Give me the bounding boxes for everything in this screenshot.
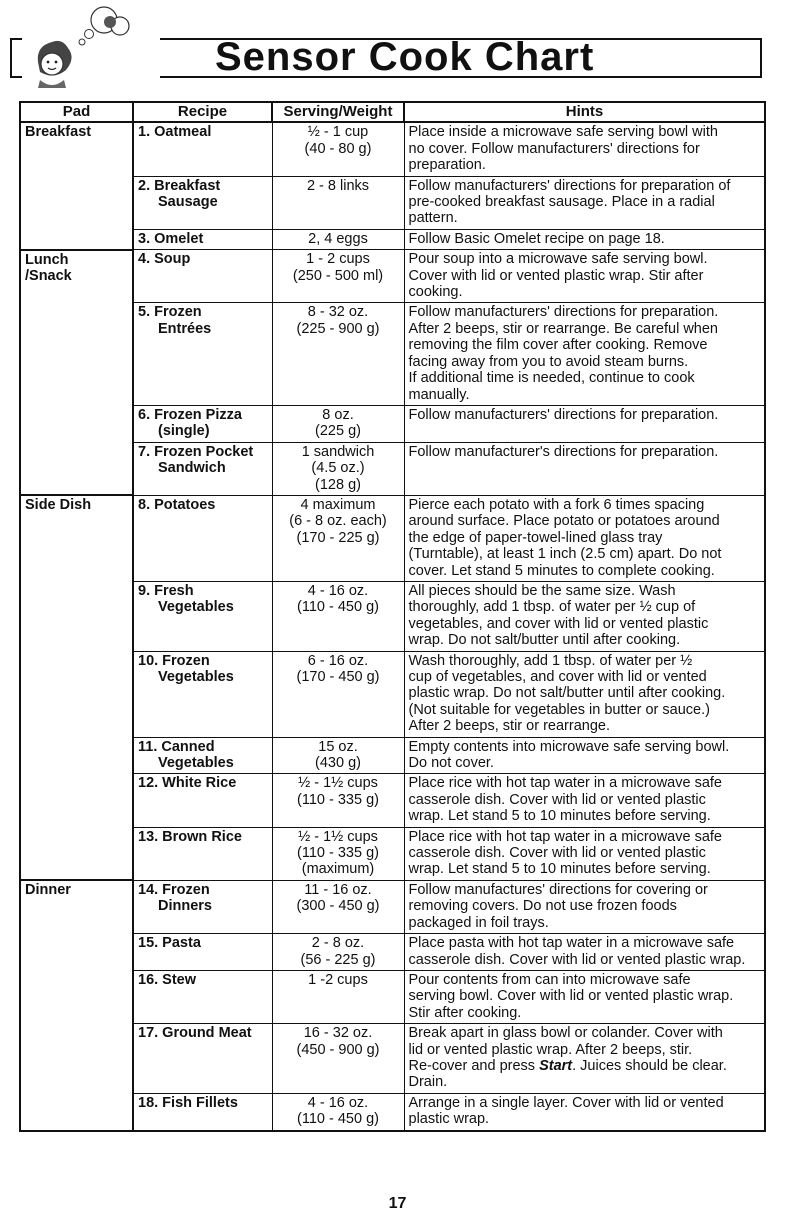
hint-line: packaged in foil trays. — [408, 914, 549, 931]
pad-label: Lunch — [25, 251, 69, 268]
table-row — [20, 495, 765, 581]
hint-line: wrap. Let stand 5 to 10 minutes before serving. — [408, 808, 711, 825]
pad-cell — [20, 827, 133, 880]
hint-line: plastic wrap. — [408, 1111, 490, 1128]
serving-cell — [272, 581, 404, 651]
serving-value: (170 - 450 g) — [296, 669, 380, 685]
recipe-name: (single) — [158, 423, 210, 440]
serving-value: (110 - 335 g) — [297, 791, 379, 808]
hint-line: All pieces should be the same size. Wash — [408, 582, 676, 599]
hint-line: casserole dish. Cover with lid or vented plastic — [408, 791, 706, 808]
recipe-name: 13. Brown Rice — [138, 828, 242, 845]
hints-cell — [404, 122, 765, 176]
hints-cell — [404, 1024, 765, 1094]
hint-line: Drain. — [408, 1074, 448, 1091]
pad-label: Dinner — [25, 882, 71, 899]
serving-value: ½ - 1 cup — [307, 124, 369, 141]
hints-cell — [404, 1093, 765, 1130]
hint-line: Pour soup into a microwave safe serving bowl. — [408, 251, 708, 268]
sensor-cook-table — [19, 101, 766, 1132]
recipe-name: 14. Frozen — [138, 881, 210, 898]
recipe-cell — [133, 581, 272, 651]
table-row — [20, 651, 765, 737]
recipe-name: Sausage — [158, 194, 218, 211]
serving-cell — [272, 880, 404, 933]
hint-line: thoroughly, add 1 tbsp. of water per ½ cup of — [408, 599, 696, 616]
pad-cell — [20, 303, 133, 405]
pad-cell — [20, 122, 133, 176]
recipe-name: Vegetables — [158, 669, 234, 685]
recipe-name: 9. Fresh — [138, 582, 194, 599]
page-title: Sensor Cook Chart — [215, 35, 595, 79]
serving-value: (40 - 80 g) — [304, 140, 372, 157]
serving-value: 8 oz. — [322, 406, 354, 423]
hint-line: If additional time is needed, continue to cook — [408, 370, 695, 387]
recipe-name: Sandwich — [158, 460, 226, 477]
serving-value: ½ - 1½ cups — [298, 828, 378, 845]
serving-value: (300 - 450 g) — [296, 898, 380, 915]
recipe-cell — [133, 495, 272, 581]
serving-cell — [272, 122, 404, 176]
serving-value: (450 - 900 g) — [296, 1041, 380, 1058]
hints-cell — [404, 880, 765, 933]
serving-cell — [272, 737, 404, 774]
pad-cell — [20, 495, 133, 581]
pad-cell — [20, 229, 133, 249]
table-row — [20, 405, 765, 442]
recipe-cell — [133, 970, 272, 1023]
serving-cell — [272, 442, 404, 495]
pad-cell — [20, 442, 133, 495]
pad-cell — [20, 774, 133, 827]
serving-value: 2 - 8 links — [306, 177, 370, 194]
hint-line: Place rice with hot tap water in a microwave safe — [408, 828, 722, 845]
hint-line: wrap. Let stand 5 to 10 minutes before serving. — [408, 861, 711, 878]
hint-line: casserole dish. Cover with lid or vented plastic wrap. — [408, 951, 746, 968]
hint-line: Stir after cooking. — [408, 1004, 522, 1021]
recipe-name: 16. Stew — [138, 971, 197, 988]
hint-line: pattern. — [408, 210, 458, 227]
recipe-name: 15. Pasta — [138, 935, 201, 952]
recipe-cell — [133, 122, 272, 176]
hint-line: Empty contents into microwave safe serving bowl. — [408, 738, 730, 755]
serving-value: (56 - 225 g) — [300, 951, 376, 968]
hints-cell — [404, 651, 765, 737]
recipe-name: Entrées — [158, 320, 212, 337]
serving-cell — [272, 970, 404, 1023]
recipe-cell — [133, 774, 272, 827]
table-row — [20, 442, 765, 495]
serving-cell — [272, 176, 404, 229]
recipe-cell — [133, 176, 272, 229]
table-row — [20, 1024, 765, 1094]
recipe-name: 10. Frozen — [138, 652, 210, 669]
hint-line: lid or vented plastic wrap. After 2 beeps, stir. — [408, 1041, 693, 1058]
hint-line: casserole dish. Cover with lid or vented plastic — [408, 845, 706, 862]
col-header-serving: Serving/Weight — [272, 102, 404, 122]
hints-cell — [404, 934, 765, 971]
pad-label-line2: /Snack — [25, 268, 72, 285]
hints-cell — [404, 774, 765, 827]
hint-line: facing away from you to avoid steam burns. — [408, 353, 689, 370]
hint-line: Follow manufactures' directions for covering or — [408, 881, 708, 898]
recipe-cell — [133, 442, 272, 495]
pad-label: Breakfast — [25, 124, 92, 141]
hint-line: Place rice with hot tap water in a microwave safe — [408, 775, 722, 792]
hints-cell — [404, 970, 765, 1023]
table-row — [20, 176, 765, 229]
pad-cell — [20, 176, 133, 229]
serving-value: (128 g) — [315, 476, 361, 493]
recipe-cell — [133, 250, 272, 303]
hint-line: manually. — [408, 386, 470, 403]
hint-line: Pour contents from can into microwave safe — [408, 971, 691, 988]
page-number: 17 — [388, 1195, 407, 1212]
hint-line: removing the film cover after cooking. Remove — [408, 337, 708, 354]
serving-cell — [272, 303, 404, 405]
serving-value: (110 - 450 g) — [297, 599, 379, 616]
hint-line: no cover. Follow manufacturers' directions for — [408, 140, 700, 157]
serving-cell — [272, 774, 404, 827]
hint-line: wrap. Do not salt/butter until after cooking. — [408, 632, 681, 649]
recipe-name: Vegetables — [158, 755, 234, 772]
start-keyword: Start — [539, 1057, 573, 1074]
hint-line: Wash thoroughly, add 1 tbsp. of water per ½ — [408, 652, 693, 669]
serving-value: 8 - 32 oz. — [307, 304, 369, 321]
col-header-pad: Pad — [20, 102, 133, 122]
serving-cell — [272, 229, 404, 249]
col-header-hints: Hints — [404, 102, 765, 122]
serving-value: 4 maximum — [300, 496, 376, 513]
col-header-recipe: Recipe — [133, 102, 272, 122]
serving-value: 4 - 16 oz. — [307, 1094, 369, 1111]
table-row — [20, 934, 765, 971]
serving-value: 4 - 16 oz. — [307, 582, 369, 599]
pad-label: Side Dish — [25, 497, 92, 514]
table-row — [20, 970, 765, 1023]
pad-cell — [20, 970, 133, 1023]
hint-line: serving bowl. Cover with lid or vented plastic wrap. — [408, 988, 734, 1005]
table-row — [20, 303, 765, 405]
table-row — [20, 774, 765, 827]
pad-cell — [20, 651, 133, 737]
recipe-name: 5. Frozen — [138, 304, 202, 321]
hint-line: Follow manufacturers' directions for preparation. — [408, 406, 719, 423]
recipe-cell — [133, 827, 272, 880]
serving-cell — [272, 1093, 404, 1130]
table-row — [20, 1093, 765, 1130]
recipe-name: 11. Canned — [138, 738, 215, 755]
recipe-name: 18. Fish Fillets — [138, 1094, 238, 1111]
hint-line: pre-cooked breakfast sausage. Place in a radial — [408, 194, 715, 211]
recipe-name: 8. Potatoes — [138, 496, 216, 513]
recipe-name: 4. Soup — [138, 251, 191, 268]
serving-value: 2 - 8 oz. — [311, 935, 365, 952]
hint-line: Cover with lid or vented plastic wrap. Stir after — [408, 267, 704, 284]
hint-line: (Not suitable for vegetables in butter or sauce.) — [408, 701, 710, 718]
hint-line: After 2 beeps, stir or rearrange. — [408, 718, 610, 735]
table-row — [20, 581, 765, 651]
pad-cell — [20, 581, 133, 651]
serving-cell — [272, 827, 404, 880]
hint-line: Follow manufacturers' directions for preparation. — [408, 304, 719, 321]
recipe-cell — [133, 1024, 272, 1094]
table-row — [20, 250, 765, 303]
recipe-cell — [133, 1093, 272, 1130]
serving-value: 11 - 16 oz. — [304, 881, 372, 898]
hint-line: around surface. Place potato or potatoes around — [408, 513, 720, 530]
serving-cell — [272, 495, 404, 581]
pad-cell — [20, 405, 133, 442]
hint-line: removing covers. Do not use frozen foods — [408, 898, 677, 915]
hints-cell — [404, 581, 765, 651]
hints-cell — [404, 229, 765, 249]
recipe-name: 7. Frozen Pocket — [138, 443, 254, 460]
pad-cell — [20, 1093, 133, 1130]
serving-cell — [272, 1024, 404, 1094]
hints-cell — [404, 737, 765, 774]
serving-cell — [272, 934, 404, 971]
hint-line: (Turntable), at least 1 inch (2.5 cm) apart. Do not — [408, 546, 722, 563]
hint-line: Pierce each potato with a fork 6 times spacing — [408, 496, 705, 513]
serving-value: ½ - 1½ cups — [298, 775, 378, 792]
serving-value: (110 - 450 g) — [297, 1111, 379, 1128]
chef-icon — [16, 4, 146, 88]
recipe-cell — [133, 229, 272, 249]
hint-line: Do not cover. — [408, 755, 494, 772]
serving-cell — [272, 405, 404, 442]
serving-value: 2, 4 eggs — [308, 230, 368, 247]
serving-value: 16 - 32 oz. — [303, 1025, 373, 1042]
hint-line: Place inside a microwave safe serving bowl with — [408, 124, 718, 141]
pad-cell — [20, 1024, 133, 1094]
hint-line: Follow Basic Omelet recipe on page 18. — [408, 230, 665, 247]
table-row — [20, 229, 765, 249]
recipe-name: 2. Breakfast — [138, 177, 221, 194]
hint-line: preparation. — [408, 157, 486, 174]
serving-value: (225 g) — [315, 423, 361, 440]
serving-value: (170 - 225 g) — [296, 529, 380, 546]
table-header-row — [20, 102, 765, 122]
recipe-cell — [133, 405, 272, 442]
table-row — [20, 122, 765, 176]
serving-value: (225 - 900 g) — [296, 320, 380, 337]
recipe-name: Dinners — [158, 898, 212, 915]
recipe-name: 6. Frozen Pizza — [138, 406, 242, 423]
serving-value: (maximum) — [301, 861, 375, 878]
table-body — [20, 122, 765, 1130]
hint-line: the edge of paper-towel-lined glass tray — [408, 529, 663, 546]
table-row — [20, 737, 765, 774]
hint-line: Place pasta with hot tap water in a microwave safe — [408, 935, 735, 952]
hint-line: Follow manufacturer's directions for preparation. — [408, 443, 719, 460]
recipe-cell — [133, 737, 272, 774]
hint-line: cooking. — [408, 284, 463, 301]
hint-line: vegetables, and cover with lid or vented plastic — [408, 615, 709, 632]
hints-cell — [404, 442, 765, 495]
serving-value: 6 - 16 oz. — [307, 652, 369, 669]
pad-cell — [20, 737, 133, 774]
hint-line: Arrange in a single layer. Cover with lid or vented — [408, 1094, 724, 1111]
serving-cell — [272, 651, 404, 737]
hints-cell — [404, 405, 765, 442]
serving-value: 1 sandwich — [301, 443, 375, 460]
serving-value: (6 - 8 oz. each) — [289, 513, 387, 530]
hint-line: cup of vegetables, and cover with lid or vented — [408, 669, 707, 685]
serving-value: (110 - 335 g) — [297, 845, 379, 862]
pad-cell — [20, 880, 133, 933]
serving-value: 1 - 2 cups — [306, 251, 370, 268]
hints-cell — [404, 303, 765, 405]
hint-line: After 2 beeps, stir or rearrange. Be careful when — [408, 320, 718, 337]
hint-line: cover. Let stand 5 minutes to complete cooking. — [408, 562, 715, 579]
recipe-name: Vegetables — [158, 599, 234, 616]
recipe-name: 12. White Rice — [138, 775, 237, 792]
serving-value: (250 - 500 ml) — [292, 267, 384, 284]
hints-cell — [404, 495, 765, 581]
recipe-name: 1. Oatmeal — [138, 124, 212, 141]
table-row — [20, 827, 765, 880]
serving-cell — [272, 250, 404, 303]
hints-cell — [404, 250, 765, 303]
recipe-cell — [133, 934, 272, 971]
hint-line: Break apart in glass bowl or colander. Cover with — [408, 1025, 723, 1042]
recipe-name: 17. Ground Meat — [138, 1025, 252, 1042]
hints-cell — [404, 827, 765, 880]
recipe-cell — [133, 651, 272, 737]
hints-cell — [404, 176, 765, 229]
table-row — [20, 880, 765, 933]
hint-line: Follow manufacturers' directions for preparation of — [408, 177, 731, 194]
serving-value: 1 -2 cups — [308, 971, 368, 988]
pad-cell — [20, 934, 133, 971]
hint-line: Re-cover and press Start. Juices should be clear. — [408, 1057, 727, 1074]
pad-cell — [20, 250, 133, 303]
recipe-cell — [133, 303, 272, 405]
recipe-name: 3. Omelet — [138, 230, 204, 247]
serving-value: (4.5 oz.) — [311, 460, 365, 477]
hint-line: plastic wrap. Do not salt/butter until after cooking. — [408, 685, 726, 702]
serving-value: 15 oz. — [318, 738, 358, 755]
recipe-cell — [133, 880, 272, 933]
serving-value: (430 g) — [315, 755, 361, 772]
